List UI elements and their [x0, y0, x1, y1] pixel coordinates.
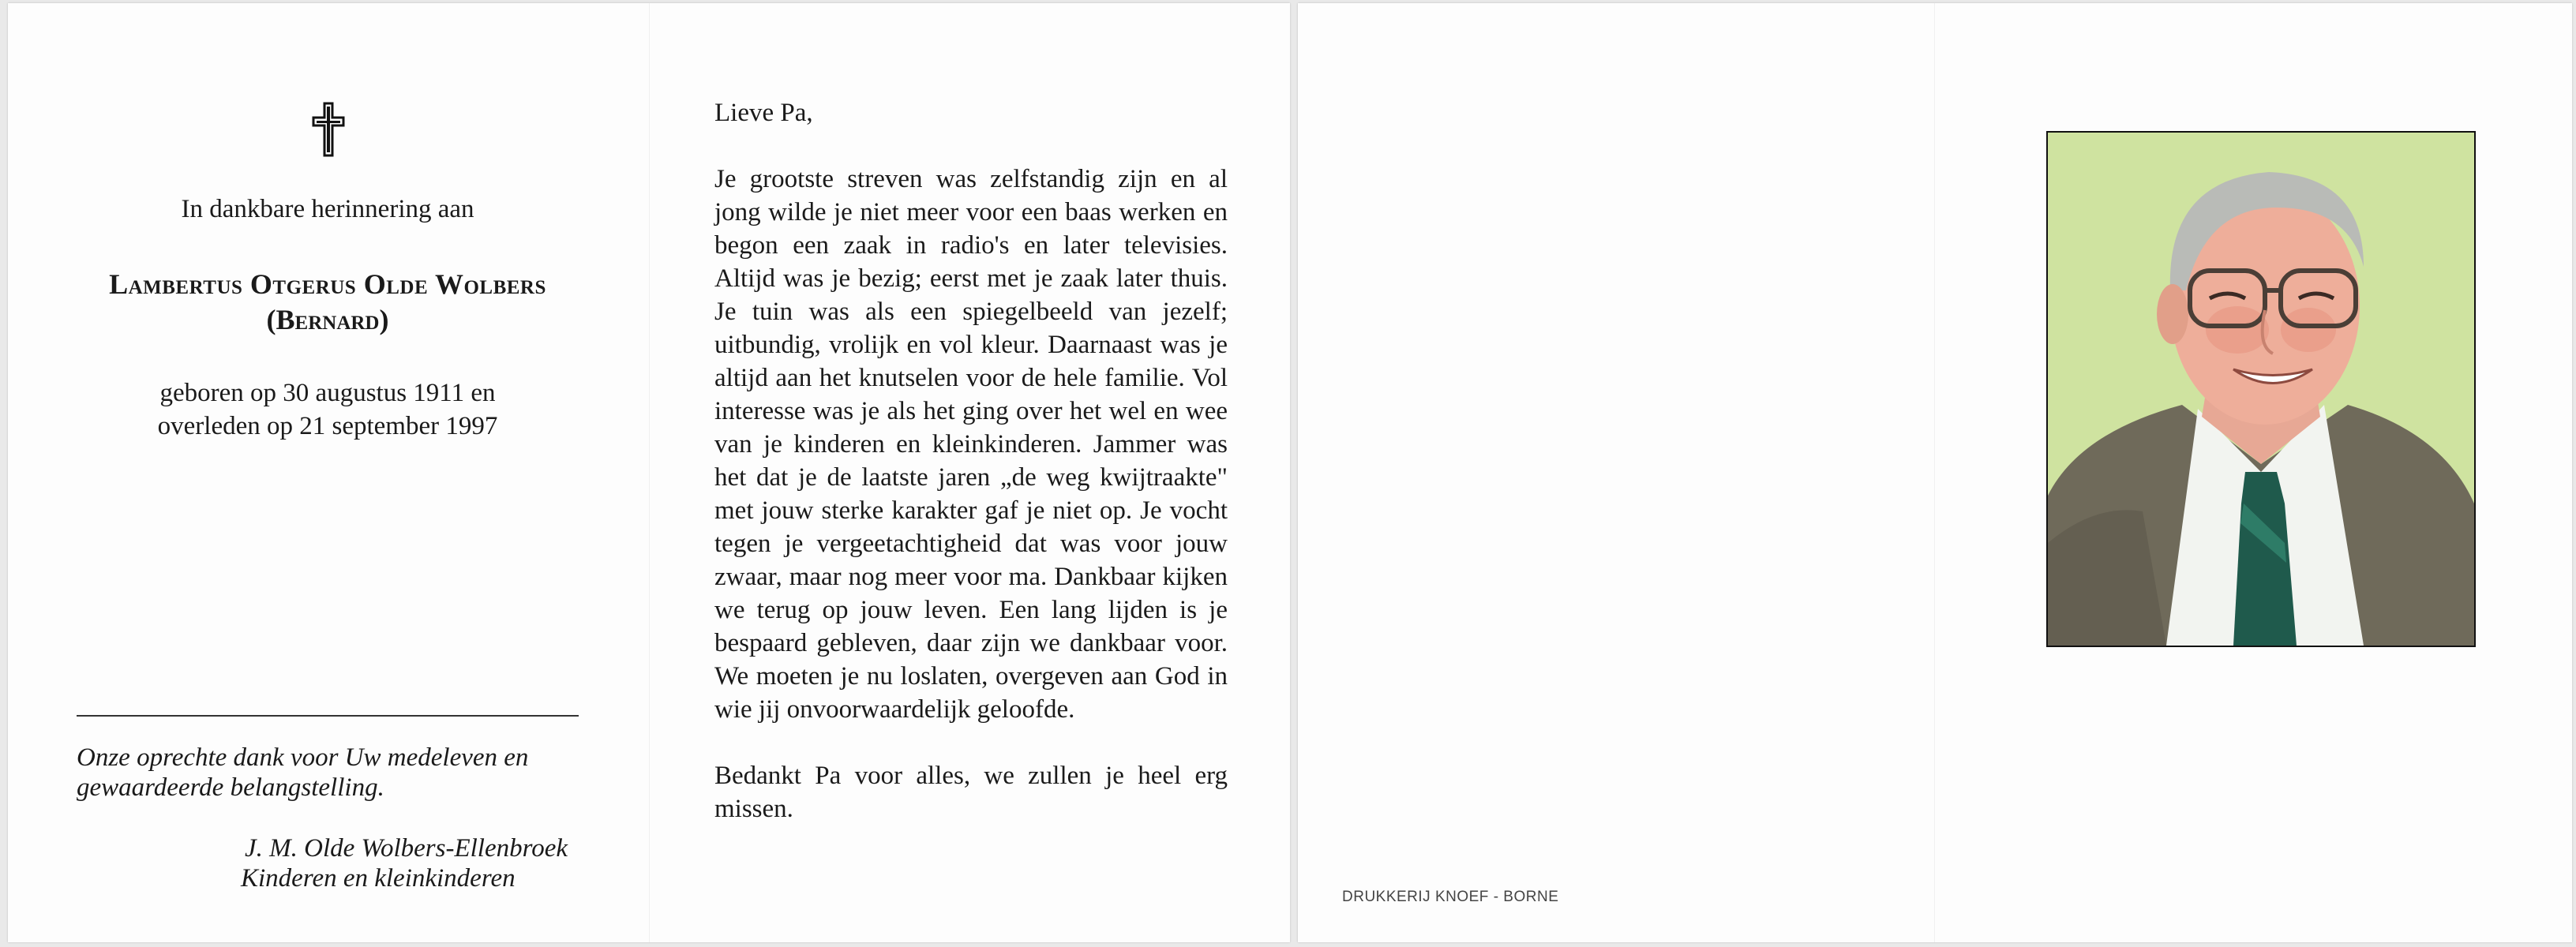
deceased-name: Lambertus Otgerus Olde Wolbers: [109, 268, 546, 300]
death-date: overleden op 21 september 1997: [157, 412, 498, 440]
signature-name: J. M. Olde Wolbers-Ellenbroek: [245, 834, 568, 863]
portrait-photo: [2046, 131, 2476, 647]
signature-family: Kinderen en kleinkinderen: [241, 864, 516, 893]
divider: [77, 715, 579, 717]
fold-line: [649, 3, 650, 942]
letter: [714, 96, 1228, 825]
fold-line: [1934, 3, 1935, 942]
letter-body: Je grootste streven was zelfstandig zijn en al jong wilde je niet meer voor een baas werken en begon een zaak in radio's en later televisies. Altijd was je bezig; eerst met je zaak later thuis. Je tuin was als een spiegelbeeld van jezelf; uitbundig, vrolijk en vol kleur. Daarnaast was je altijd aan het knutselen voor de hele familie. Vol interesse was je als het ging over het wel en wee van je kinderen en kleinkinderen. Jammer was het dat je de laatste jaren „de weg kwijtraakte" met jouw sterke karakter gaf je niet op. Je vocht tegen je vergeetachtigheid dat was voor jouw zwaar, maar nog meer voor ma. Dankbaar kijken we terug op jouw leven. Een lang lijden is je bespaard gebleven, daar zijn we dankbaar voor. We moeten je nu loslaten, overgeven aan God in wie jij onvoorwaardelijk geloofde.: [714, 165, 1228, 724]
inner-spread: [8, 3, 1290, 942]
birth-date: geboren op 30 augustus 1911 en: [159, 379, 496, 407]
deceased-nickname: (Bernard): [266, 304, 389, 335]
letter-closing: Bedankt Pa voor alles, we zullen je heel erg missen.: [714, 762, 1228, 823]
cross-icon: [312, 102, 345, 157]
outer-spread: [1298, 3, 2572, 942]
thanks-text: Onze oprechte dank voor Uw medeleven en gewaardeerde belangstelling.: [77, 743, 529, 802]
intro-text: In dankbare herinnering aan: [181, 195, 474, 223]
printer-credit: DRUKKERIJ KNOEF - BORNE: [1342, 889, 1559, 905]
letter-salutation: Lieve Pa,: [714, 99, 813, 127]
portrait-illustration: [2048, 133, 2474, 646]
